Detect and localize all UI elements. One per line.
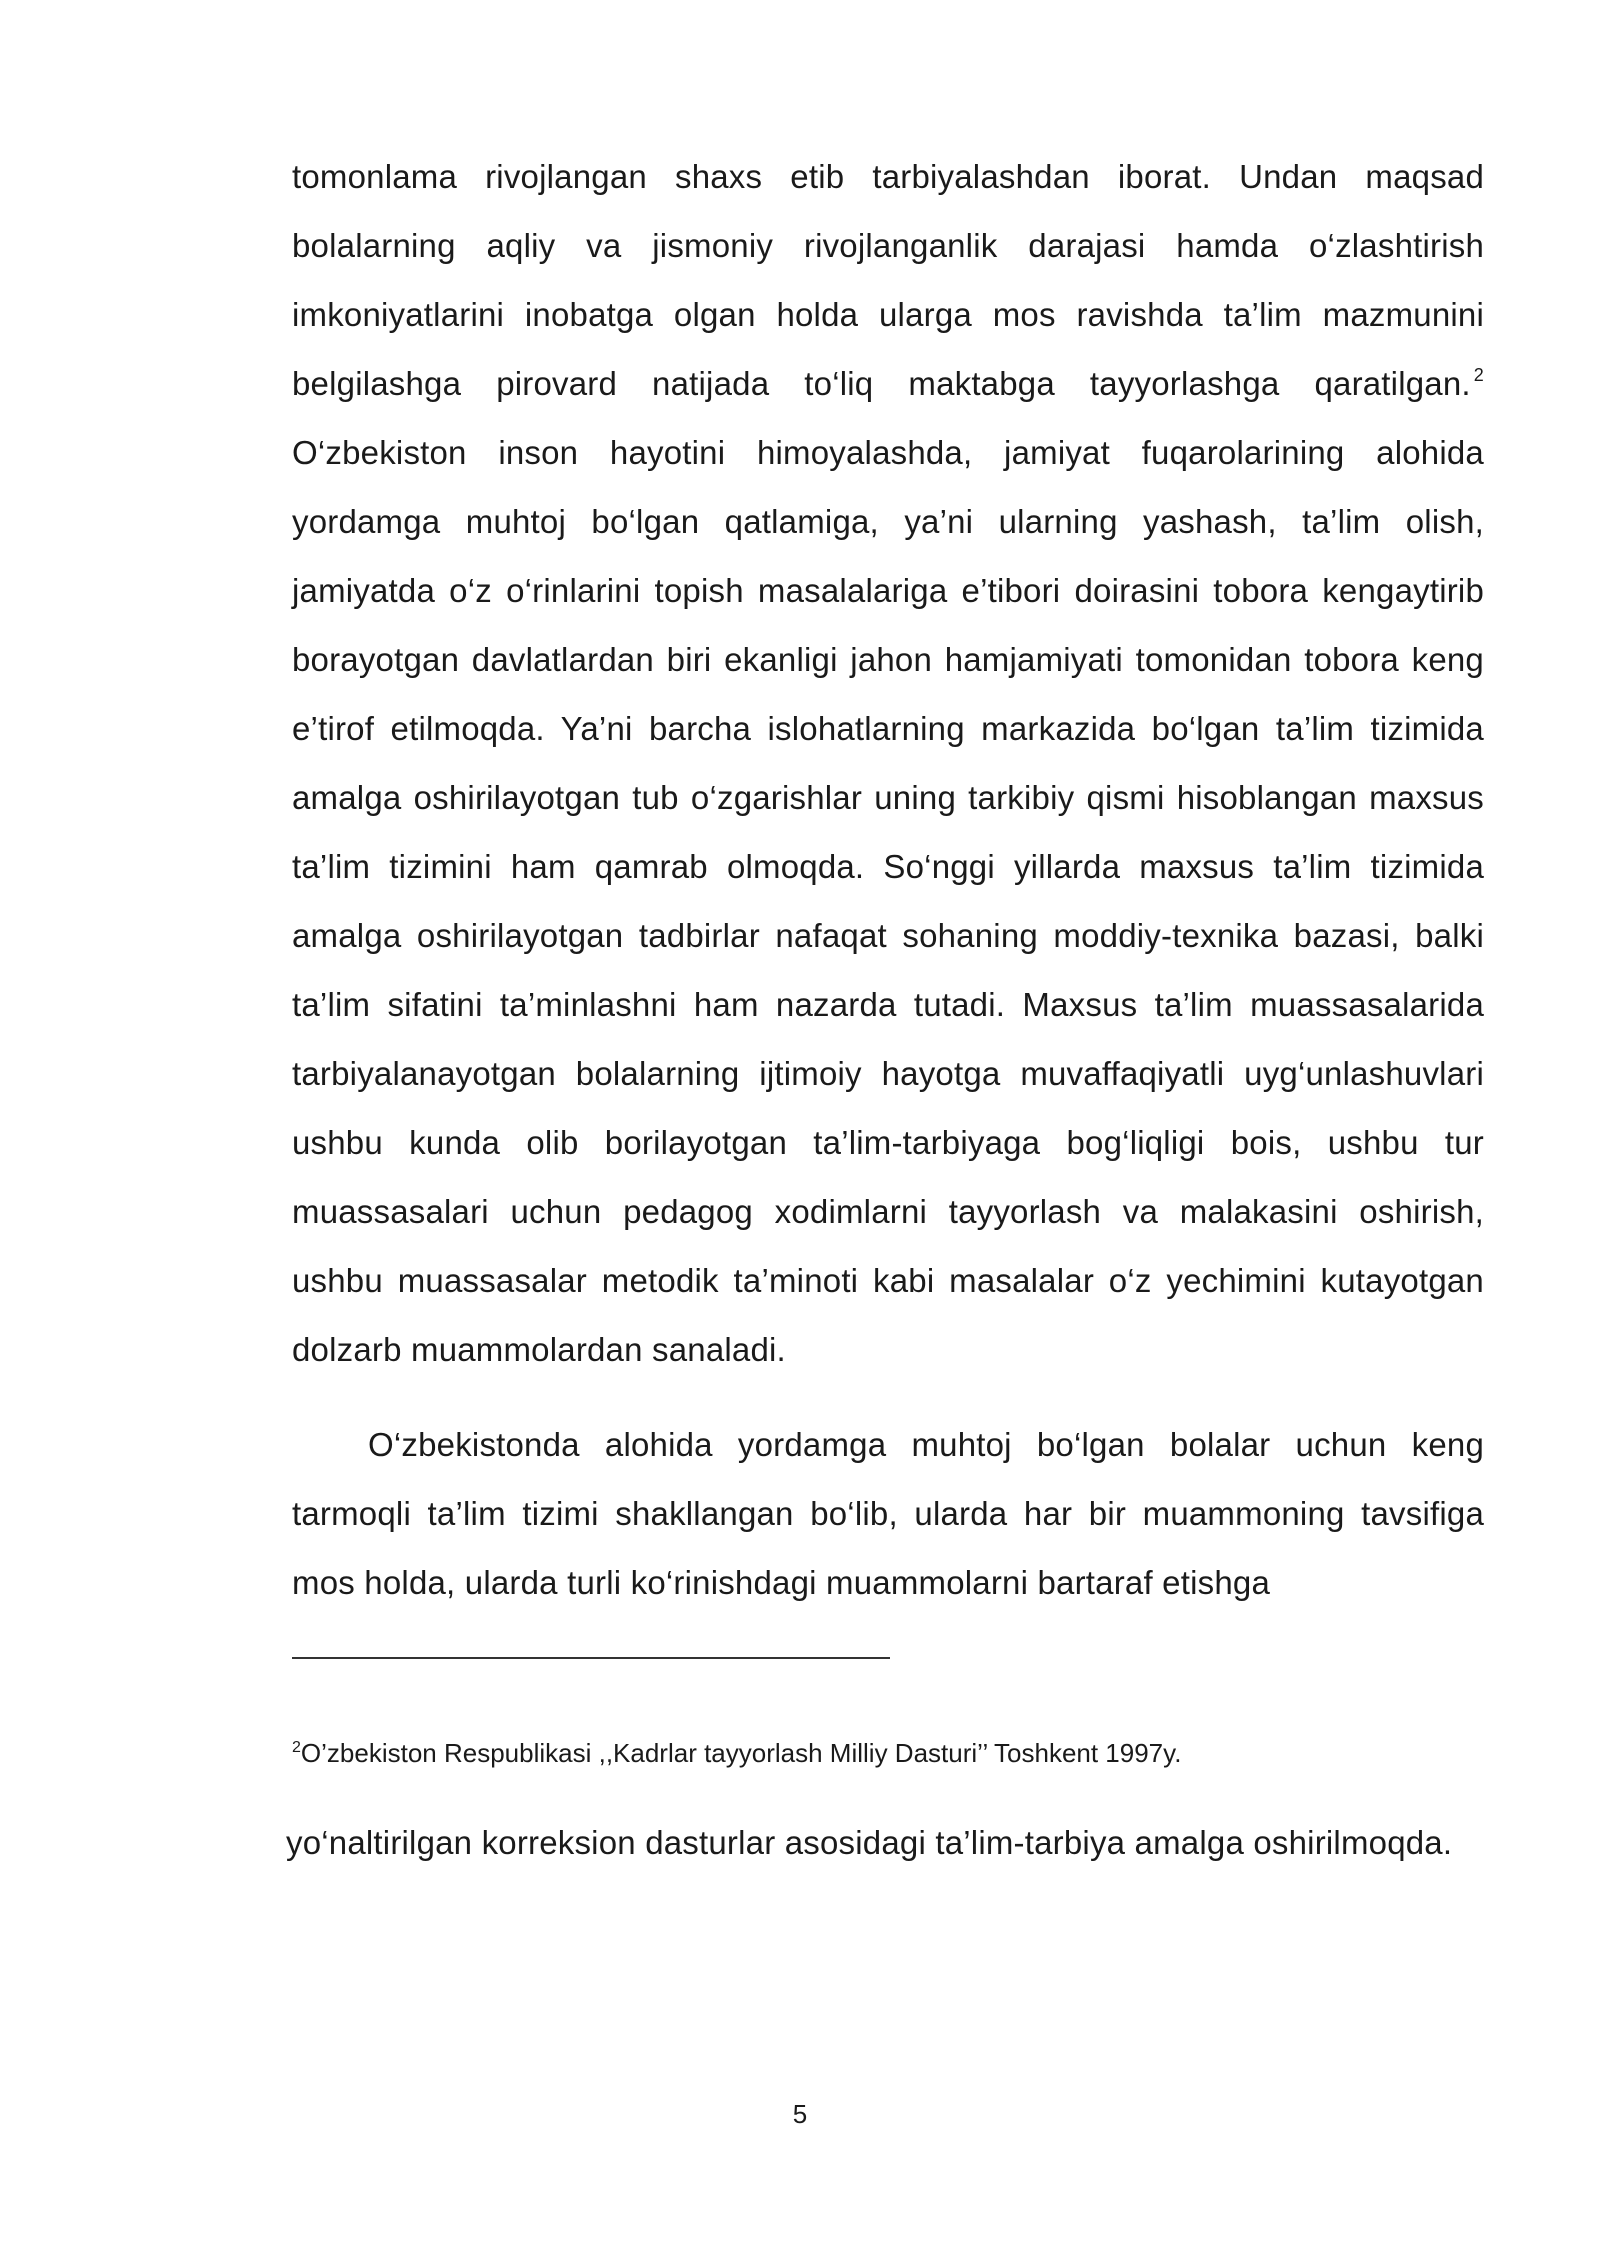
footnote-marker: 2 — [292, 1739, 301, 1756]
footnote-reference[interactable]: 2 — [1473, 365, 1484, 385]
page-number: 5 — [792, 2099, 808, 2129]
footnote-separator — [292, 1657, 890, 1659]
paragraph-1-text: tomonlama rivojlangan shaxs etib tarbiyalashdan iborat. Undan maqsad bolalarning aqliy va jismoniy rivojlanganlik darajasi hamda o‘zlashtirish imkoniyatlarini inobatga olgan holda ularga mos ravishda ta’lim mazmunini belgilashga pirovard natijada to‘liq maktabga tayyorlashga qaratilgan. — [292, 158, 1484, 402]
footnote — [292, 1735, 1484, 1771]
footnote-text: O’zbekiston Respublikasi ,,Kadrlar tayyorlash Milliy Dasturi’’ Toshkent 1997y. — [300, 1738, 1182, 1768]
paragraph-2: O‘zbekistonda alohida yordamga muhtoj bo‘lgan bolalar uchun keng tarmoqli ta’lim tizimi shakllangan bo‘lib, ularda har bir muammoning tavsifiga mos holda, ularda turli ko‘rinishdagi muammolarni bartaraf etishga — [292, 1426, 1484, 1601]
paragraph-1-continuation: O‘zbekiston inson hayotini himoyalashda, jamiyat fuqarolarining alohida yordamga muhtoj bo‘lgan qatlamiga, ya’ni ularning yashash, ta’lim olish, jamiyatda o‘z o‘rinlarini topish masalalariga e’tibori doirasini tobora kengaytirib borayotgan davlatlardan biri ekanligi jahon hamjamiyati tomonidan tobora keng e’tirof etilmoqda. Ya’ni barcha islohatlarning markazida bo‘lgan ta’lim tizimida amalga oshirilayotgan tub o‘zgarishlar uning tarkibiy qismi hisoblangan maxsus ta’lim tizimini ham qamrab olmoqda. So‘nggi yillarda maxsus ta’lim tizimida amalga oshirilayotgan tadbirlar nafaqat sohaning moddiy-texnika bazasi, balki ta’lim sifatini ta’minlashni ham nazarda tutadi. Maxsus ta’lim muassasalarida tarbiyalanayotgan bolalarning ijtimoiy hayotga muvaffaqiyatli uyg‘unlashuvlari ushbu kunda olib borilayotgan ta’lim-tarbiyaga bog‘liqligi bois, ushbu tur muassasalari uchun pedagog xodimlarni tayyorlash va malakasini oshirish, ushbu muassasalar metodik ta’minoti kabi masalalar o‘z yechimini kutayotgan dolzarb muammolardan sanaladi. — [292, 434, 1484, 1368]
paragraph-1 — [292, 142, 1484, 1384]
paragraph-3: yo‘naltirilgan korreksion dasturlar asosidagi ta’lim-tarbiya amalga oshirilmoqda. — [286, 1824, 1453, 1861]
